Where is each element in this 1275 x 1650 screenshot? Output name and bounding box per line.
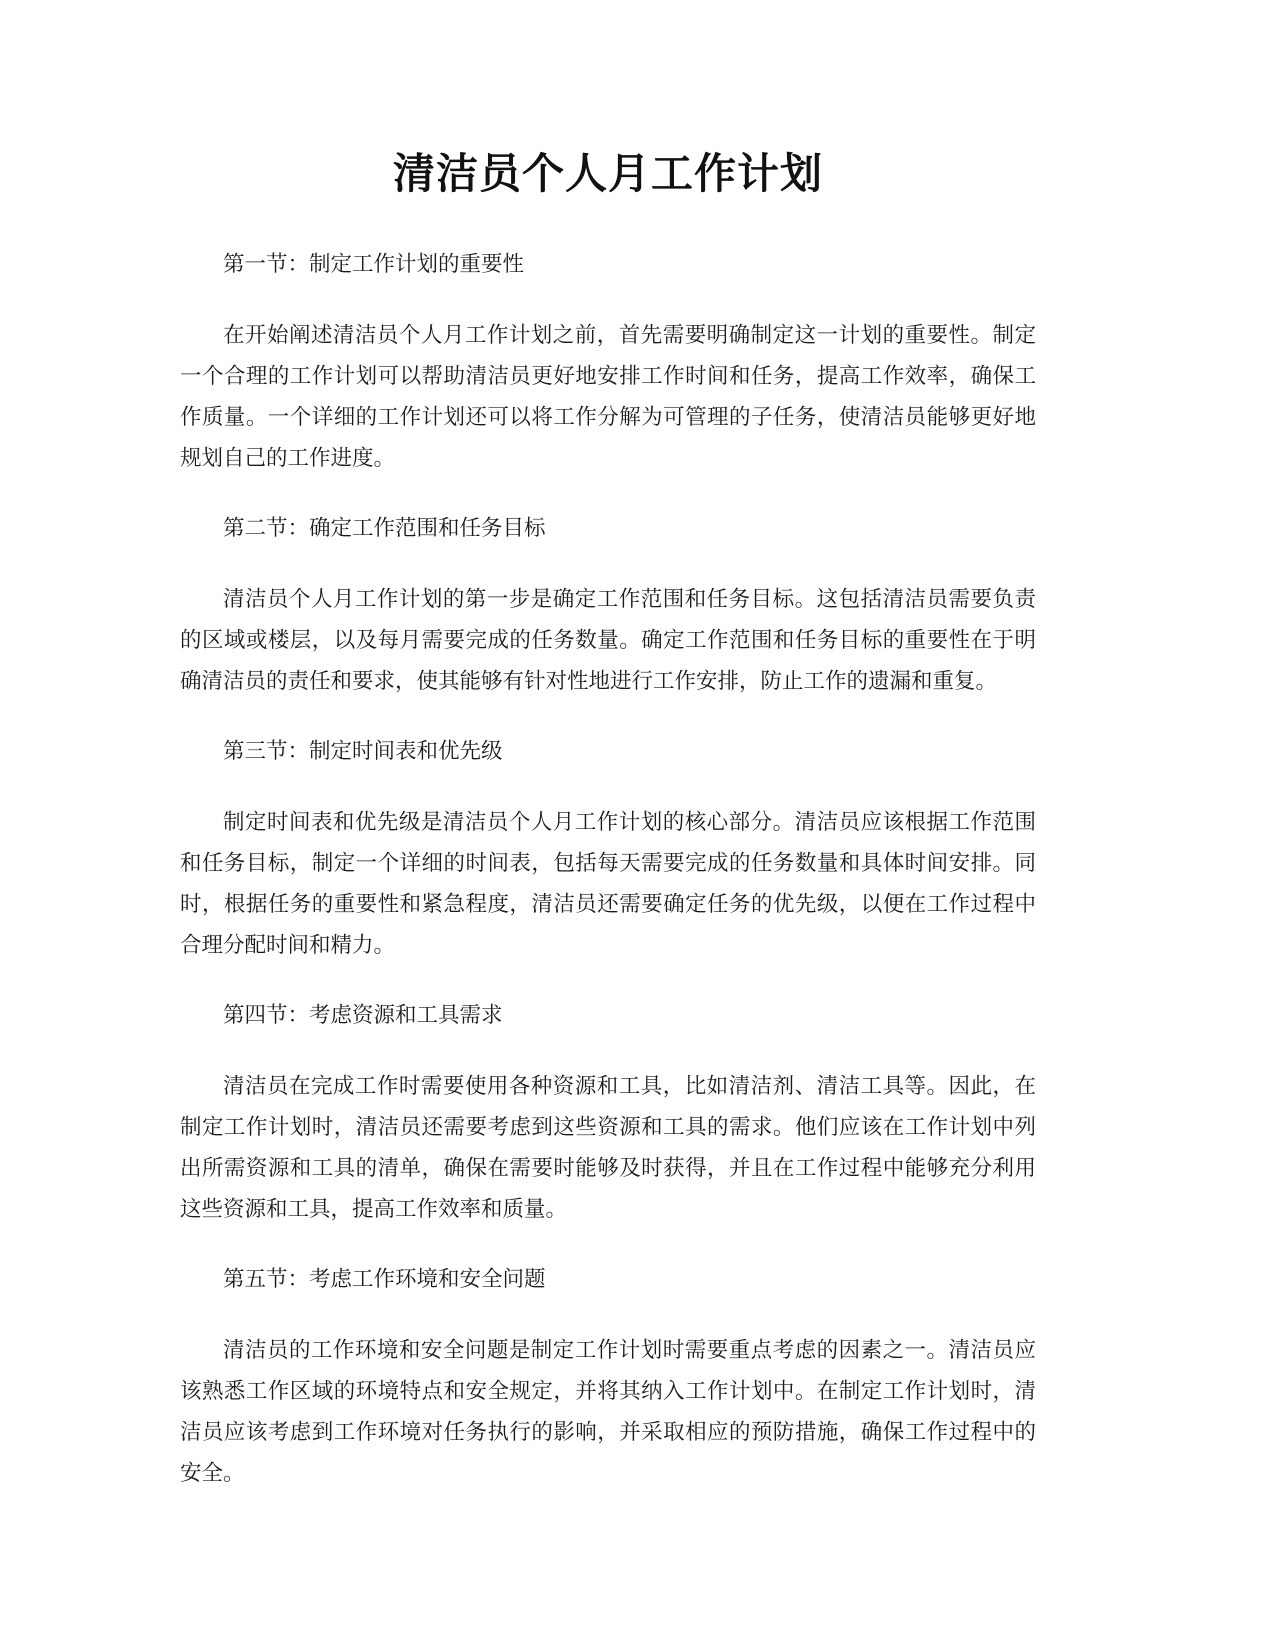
section-heading: 第二节：确定工作范围和任务目标 [223,516,546,541]
section-paragraph: 清洁员个人月工作计划的第一步是确定工作范围和任务目标。这包括清洁员需要负责的区域或楼层，以及每月需要完成的任务数量。确定工作范围和任务目标的重要性在于明确清洁员的责任和要求，使其能够有针对性地进行工作安排，防止工作的遗漏和重复。 [180,587,1036,694]
section-paragraph: 制定时间表和优先级是清洁员个人月工作计划的核心部分。清洁员应该根据工作范围和任务目标，制定一个详细的时间表，包括每天需要完成的任务数量和具体时间安排。同时，根据任务的重要性和紧急程度，清洁员还需要确定任务的优先级，以便在工作过程中合理分配时间和精力。 [180,810,1036,958]
section-heading: 第一节：制定工作计划的重要性 [223,252,525,277]
section-heading: 第四节：考虑资源和工具需求 [223,1003,503,1028]
section-paragraph: 清洁员的工作环境和安全问题是制定工作计划时需要重点考虑的因素之一。清洁员应该熟悉工作区域的环境特点和安全规定，并将其纳入工作计划中。在制定工作计划时，清洁员应该考虑到工作环境对任务执行的影响，并采取相应的预防措施，确保工作过程中的安全。 [180,1338,1036,1486]
section-3 [180,731,1036,966]
section-4 [180,995,1036,1230]
section-2 [180,508,1036,702]
section-heading: 第三节：制定时间表和优先级 [223,739,503,764]
section-paragraph: 在开始阐述清洁员个人月工作计划之前，首先需要明确制定这一计划的重要性。制定一个合理的工作计划可以帮助清洁员更好地安排工作时间和任务，提高工作效率，确保工作质量。一个详细的工作计划还可以将工作分解为可管理的子任务，使清洁员能够更好地规划自己的工作进度。 [180,323,1036,471]
section-5 [180,1259,1036,1494]
section-heading: 第五节：考虑工作环境和安全问题 [223,1267,546,1292]
section-1 [180,244,1036,479]
section-paragraph: 清洁员在完成工作时需要使用各种资源和工具，比如清洁剂、清洁工具等。因此，在制定工作计划时，清洁员还需要考虑到这些资源和工具的需求。他们应该在工作计划中列出所需资源和工具的清单，确保在需要时能够及时获得，并且在工作过程中能够充分利用这些资源和工具，提高工作效率和质量。 [180,1074,1036,1222]
document-title: 清洁员个人月工作计划 [392,149,823,198]
